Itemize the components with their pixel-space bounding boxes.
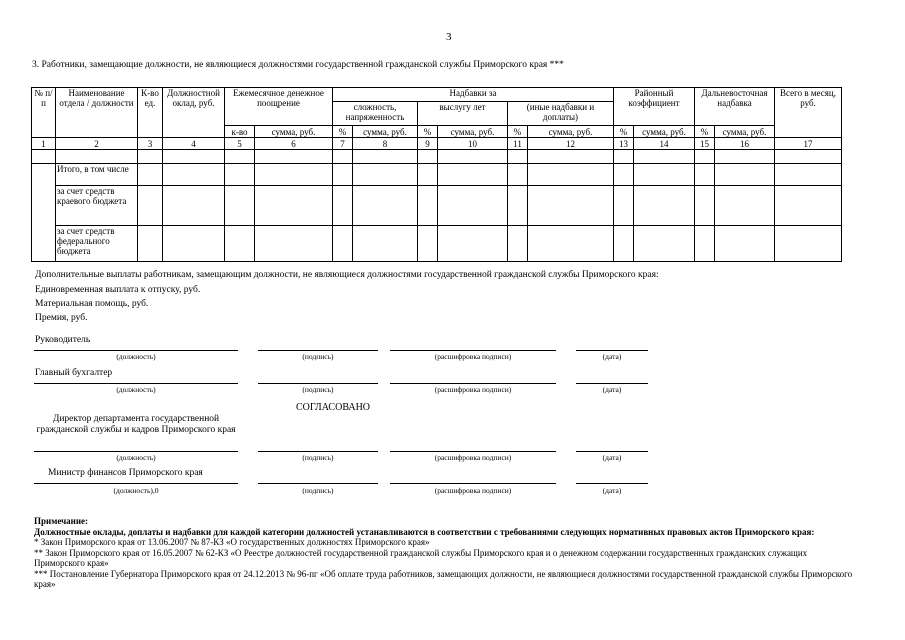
header-sum: сумма, руб. xyxy=(634,126,695,138)
underline xyxy=(576,350,648,351)
underline xyxy=(390,451,556,452)
extra-payment-material-aid: Материальная помощь, руб. xyxy=(35,299,149,309)
col-number: 14 xyxy=(634,138,695,150)
col-number: 8 xyxy=(353,138,418,150)
header-pct: % xyxy=(695,126,715,138)
col-number: 11 xyxy=(508,138,528,150)
payroll-table xyxy=(31,87,842,262)
col-number: 2 xyxy=(56,138,138,150)
underline xyxy=(576,451,648,452)
caption-signature: (подпись) xyxy=(302,385,334,394)
caption-signature: (подпись) xyxy=(302,486,334,495)
note-item: *** Постановление Губернатора Приморского края от 24.12.2013 № 96-пг «Об оплате труда работников, замещающих должности, не являющиеся должностями государственной гражданской службы Приморского края» xyxy=(34,568,853,589)
row-label-federal-budget: за счет средств федерального бюджета xyxy=(56,226,138,262)
col-number: 5 xyxy=(225,138,255,150)
col-number: 7 xyxy=(333,138,353,150)
header-far-east: Дальневосточная надбавка xyxy=(695,88,775,126)
head-label: Руководитель xyxy=(35,335,91,345)
director-label: Директор департамента государственной гражданской службы и кадров Приморского края xyxy=(36,414,236,435)
col-number: 1 xyxy=(32,138,56,150)
caption-decoding: (расшифровка подписи) xyxy=(434,453,512,462)
caption-date: (дата) xyxy=(602,385,622,394)
underline xyxy=(390,350,556,351)
table-row xyxy=(32,164,842,186)
caption-position: (должность),0 xyxy=(113,486,159,495)
note-item: * Закон Приморского края от 13.06.2007 № 87-КЗ «О государственных должностях Приморского края» xyxy=(34,537,430,547)
header-name: Наименование отдела / должности xyxy=(56,88,138,138)
header-complexity: сложность, напряженность xyxy=(333,102,418,126)
col-number: 4 xyxy=(163,138,225,150)
col-number: 12 xyxy=(528,138,614,150)
header-sum: сумма, руб. xyxy=(438,126,508,138)
header-salary: Должностной оклад, руб. xyxy=(163,88,225,138)
table-row xyxy=(32,150,842,164)
col-number: 15 xyxy=(695,138,715,150)
header-sum: сумма, руб. xyxy=(255,126,333,138)
underline xyxy=(576,483,648,484)
header-other: (иные надбавки и доплаты) xyxy=(508,102,614,126)
header-pct: % xyxy=(418,126,438,138)
header-num: № п/п xyxy=(32,88,56,138)
underline xyxy=(34,383,238,384)
minister-label: Министр финансов Приморского края xyxy=(48,468,203,478)
header-sum: сумма, руб. xyxy=(353,126,418,138)
table-row xyxy=(32,186,842,226)
note-item: ** Закон Приморского края от 16.05.2007 № 62-КЗ «О Реестре должностей государственной гражданской службы Приморского края и о денежном содержании государственных гражданских служащих Приморского края» xyxy=(34,547,808,568)
page-number: 3 xyxy=(446,31,452,43)
extra-payment-vacation: Единовременная выплата к отпуску, руб. xyxy=(35,285,201,295)
header-kvo: к-во xyxy=(225,126,255,138)
table-row xyxy=(32,226,842,262)
header-sum: сумма, руб. xyxy=(715,126,775,138)
header-regional: Районный коэффициент xyxy=(614,88,695,126)
notes-section xyxy=(34,516,854,590)
caption-position: (должность) xyxy=(116,352,156,361)
col-number: 6 xyxy=(255,138,333,150)
underline xyxy=(576,383,648,384)
caption-position: (должность) xyxy=(116,453,156,462)
col-number: 10 xyxy=(438,138,508,150)
underline xyxy=(258,350,378,351)
caption-position: (должность) xyxy=(116,385,156,394)
col-number: 17 xyxy=(775,138,842,150)
col-number: 9 xyxy=(418,138,438,150)
underline xyxy=(390,483,556,484)
caption-date: (дата) xyxy=(602,352,622,361)
header-pct: % xyxy=(614,126,634,138)
caption-decoding: (расшифровка подписи) xyxy=(434,385,512,394)
underline xyxy=(34,483,238,484)
caption-decoding: (расшифровка подписи) xyxy=(434,486,512,495)
row-label-regional-budget: за счет средств краевого бюджета xyxy=(56,186,138,226)
section-title: 3. Работники, замещающие должности, не являющиеся должностями государственной гражданской службы Приморского края *** xyxy=(32,60,564,70)
col-number: 3 xyxy=(138,138,163,150)
agreed-label: СОГЛАСОВАНО xyxy=(296,402,371,413)
header-allowances: Надбавки за xyxy=(333,88,614,102)
underline xyxy=(34,451,238,452)
notes-lead: Должностные оклады, доплаты и надбавки для каждой категории должностей устанавливаются в соответствии с требованиями следующих нормативных правовых актов Приморского края: xyxy=(34,526,815,537)
underline xyxy=(258,483,378,484)
underline xyxy=(390,383,556,384)
header-monthly: Ежемесячное денежное поощрение xyxy=(225,88,333,126)
caption-date: (дата) xyxy=(602,486,622,495)
header-seniority: выслугу лет xyxy=(418,102,508,126)
col-number: 13 xyxy=(614,138,634,150)
header-total: Всего в месяц, руб. xyxy=(775,88,842,138)
header-sum: сумма, руб. xyxy=(528,126,614,138)
underline xyxy=(258,451,378,452)
chief-accountant-label: Главный бухгалтер xyxy=(35,368,113,378)
underline xyxy=(258,383,378,384)
extra-payments-heading: Дополнительные выплаты работникам, замещающим должности, не являющиеся должностями государственной гражданской службы Приморского края: xyxy=(35,270,659,280)
header-pct: % xyxy=(508,126,528,138)
extra-payment-bonus: Премия, руб. xyxy=(35,313,88,323)
underline xyxy=(34,350,238,351)
col-number: 16 xyxy=(715,138,775,150)
notes-title: Примечание: xyxy=(34,516,89,526)
header-pct: % xyxy=(333,126,353,138)
caption-decoding: (расшифровка подписи) xyxy=(434,352,512,361)
header-count: К-во ед. xyxy=(138,88,163,138)
caption-date: (дата) xyxy=(602,453,622,462)
caption-signature: (подпись) xyxy=(302,453,334,462)
caption-signature: (подпись) xyxy=(302,352,334,361)
row-label-total: Итого, в том числе xyxy=(56,164,138,186)
